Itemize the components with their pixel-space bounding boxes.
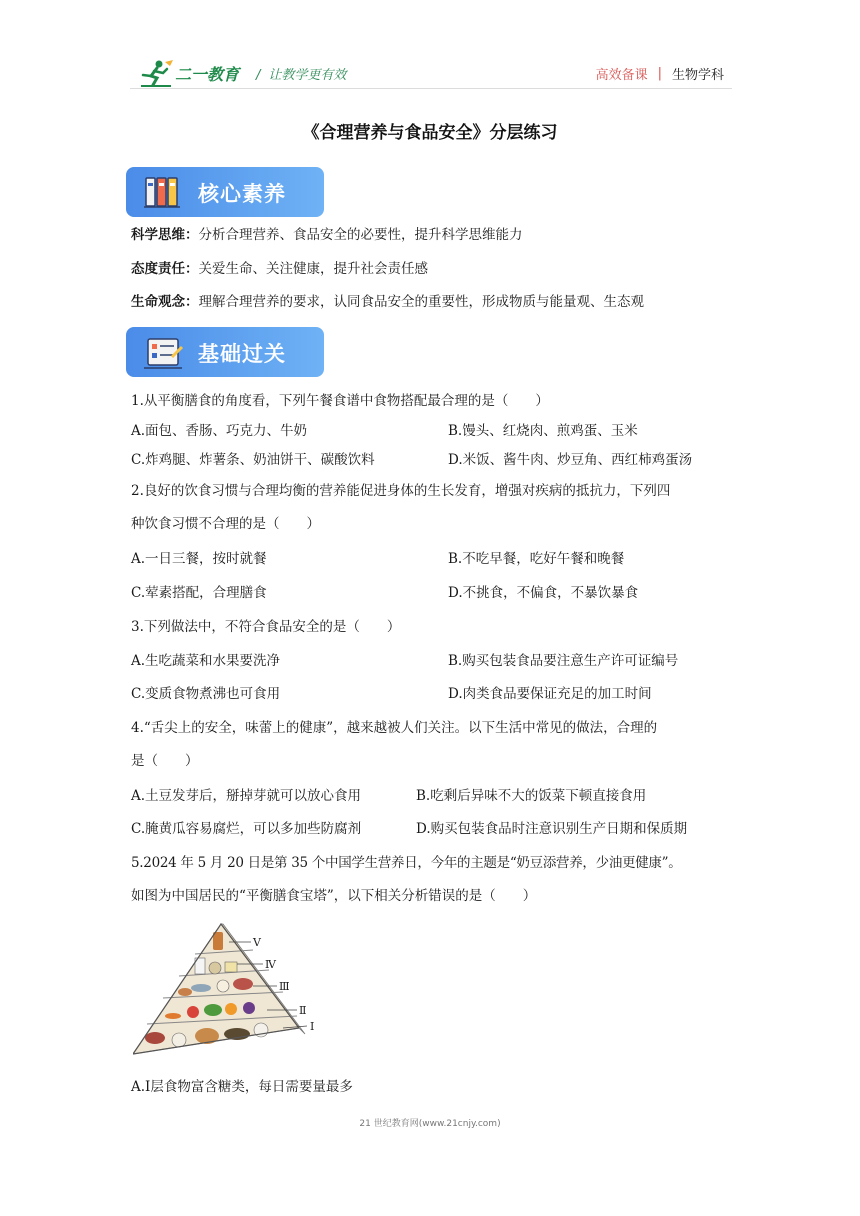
pyramid-label-iii: Ⅲ <box>279 980 290 993</box>
page-header <box>0 0 860 100</box>
question-5-stem-line-2: 如图为中国居民的“平衡膳食宝塔”，以下相关分析错误的是（ ） <box>131 888 537 904</box>
question-2-option-c: C.荤素搭配，合理膳食 <box>131 585 267 601</box>
question-1-option-a: A.面包、香肠、巧克力、牛奶 <box>131 423 308 439</box>
question-4-stem-line-2: 是（ ） <box>131 753 199 769</box>
literacy-text: 关爱生命、关注健康，提升社会责任感 <box>198 261 428 277</box>
logo-text: 二一教育 <box>175 65 240 84</box>
literacy-text: 分析合理营养、食品安全的必要性，提升科学思维能力 <box>198 227 523 243</box>
question-2-stem-line-1: 2.良好的饮食习惯与合理均衡的营养能促进身体的生长发育，增强对疾病的抵抗力，下列四 <box>131 483 671 499</box>
section-banner-core <box>126 167 324 217</box>
document-title: 《合理营养与食品安全》分层练习 <box>302 123 558 143</box>
carrot-food <box>165 1013 181 1019</box>
slogan <box>256 64 346 83</box>
pyramid-label-iv: Ⅳ <box>265 958 276 971</box>
literacy-label: 生命观念： <box>131 294 199 310</box>
question-3-stem: 3.下列做法中，不符合食品安全的是（ ） <box>131 619 401 635</box>
literacy-label: 科学思维： <box>131 227 199 243</box>
question-4-option-b: B.吃剩后异味不大的饭菜下顿直接食用 <box>416 788 647 804</box>
egg-food <box>217 980 229 992</box>
question-3-option-a: A.生吃蔬菜和水果要洗净 <box>131 653 281 669</box>
pyramid-label-i: Ⅰ <box>310 1020 315 1033</box>
question-1-option-b: B.馒头、红烧肉、煎鸡蛋、玉米 <box>448 423 638 439</box>
question-3-option-b: B.购买包装食品要注意生产许可证编号 <box>448 653 679 669</box>
page-footer: 21 世纪教育网(www.21cnjy.com) <box>359 1119 501 1129</box>
question-1-stem: 1.从平衡膳食的角度看，下列午餐食谱中食物搭配最合理的是（ ） <box>131 393 549 409</box>
literacy-item-2 <box>131 260 428 278</box>
oil-bottle-food <box>213 932 223 950</box>
sweet-potato-food <box>145 1032 165 1044</box>
slogan-divider: / <box>256 68 261 83</box>
question-2-stem-line-2: 种饮食习惯不合理的是（ ） <box>131 516 320 532</box>
header-tag-prep: 高效备课 <box>595 68 648 83</box>
question-5-option-a: A.Ⅰ层食物富含糖类，每日需要量最多 <box>131 1079 353 1095</box>
question-4-stem-line-1: 4.“舌尖上的安全，味蕾上的健康”，越来越被人们关注。以下生活中常见的做法，合理的 <box>131 720 658 736</box>
section-banner-basic <box>126 327 324 377</box>
header-tag-subject: 生物学科 <box>671 68 724 83</box>
section-title-core: 核心素养 <box>198 182 286 206</box>
slogan-text: 让教学更有效 <box>268 68 347 83</box>
food-pyramid-figure <box>133 920 333 1062</box>
question-4-option-a: A.土豆发芽后，掰掉芽就可以放心食用 <box>131 788 362 804</box>
question-4-option-c: C.腌黄瓜容易腐烂，可以多加些防腐剂 <box>131 821 362 837</box>
question-2-option-d: D.不挑食，不偏食，不暴饮暴食 <box>448 585 639 601</box>
question-3-option-d: D.肉类食品要保证充足的加工时间 <box>448 686 652 702</box>
fish-food <box>191 984 211 992</box>
brand-logo <box>137 58 247 90</box>
pyramid-label-v: Ⅴ <box>253 936 261 949</box>
runner-logo-icon <box>137 58 177 90</box>
header-subject <box>596 64 724 83</box>
section-title-basic: 基础过关 <box>198 342 286 366</box>
bun-food <box>172 1033 186 1047</box>
drumstick-food <box>178 988 192 996</box>
pyramid-label-ii: Ⅱ <box>299 1004 307 1017</box>
books-icon <box>144 175 184 209</box>
question-2-option-a: A.一日三餐，按时就餐 <box>131 551 267 567</box>
question-3-option-c: C.变质食物煮沸也可食用 <box>131 686 281 702</box>
bean-food <box>209 962 221 974</box>
meat-food <box>233 978 253 990</box>
tomato-food <box>187 1006 199 1018</box>
orange-food <box>225 1003 237 1015</box>
cheese-food <box>225 962 237 972</box>
question-1-option-c: C.炸鸡腿、炸薯条、奶油饼干、碳酸饮料 <box>131 452 375 468</box>
literacy-label: 态度责任： <box>131 261 199 277</box>
header-divider <box>130 88 732 89</box>
checklist-board-icon <box>144 335 186 371</box>
grape-food <box>243 1002 255 1014</box>
literacy-item-1 <box>131 226 523 244</box>
green-vegetable-food <box>204 1004 222 1016</box>
question-1-option-d: D.米饭、酱牛肉、炒豆角、西红柿鸡蛋汤 <box>448 452 693 468</box>
question-2-option-b: B.不吃早餐，吃好午餐和晚餐 <box>448 551 625 567</box>
literacy-item-3 <box>131 293 644 311</box>
question-5-stem-line-1: 5.2024 年 5 月 20 日是第 35 个中国学生营养日，今年的主题是“奶豆添营养，少油更健康”。 <box>131 855 682 871</box>
header-separator: | <box>657 66 662 81</box>
question-4-option-d: D.购买包装食品时注意识别生产日期和保质期 <box>416 821 688 837</box>
literacy-text: 理解合理营养的要求，认同食品安全的重要性，形成物质与能量观、生态观 <box>198 294 644 310</box>
